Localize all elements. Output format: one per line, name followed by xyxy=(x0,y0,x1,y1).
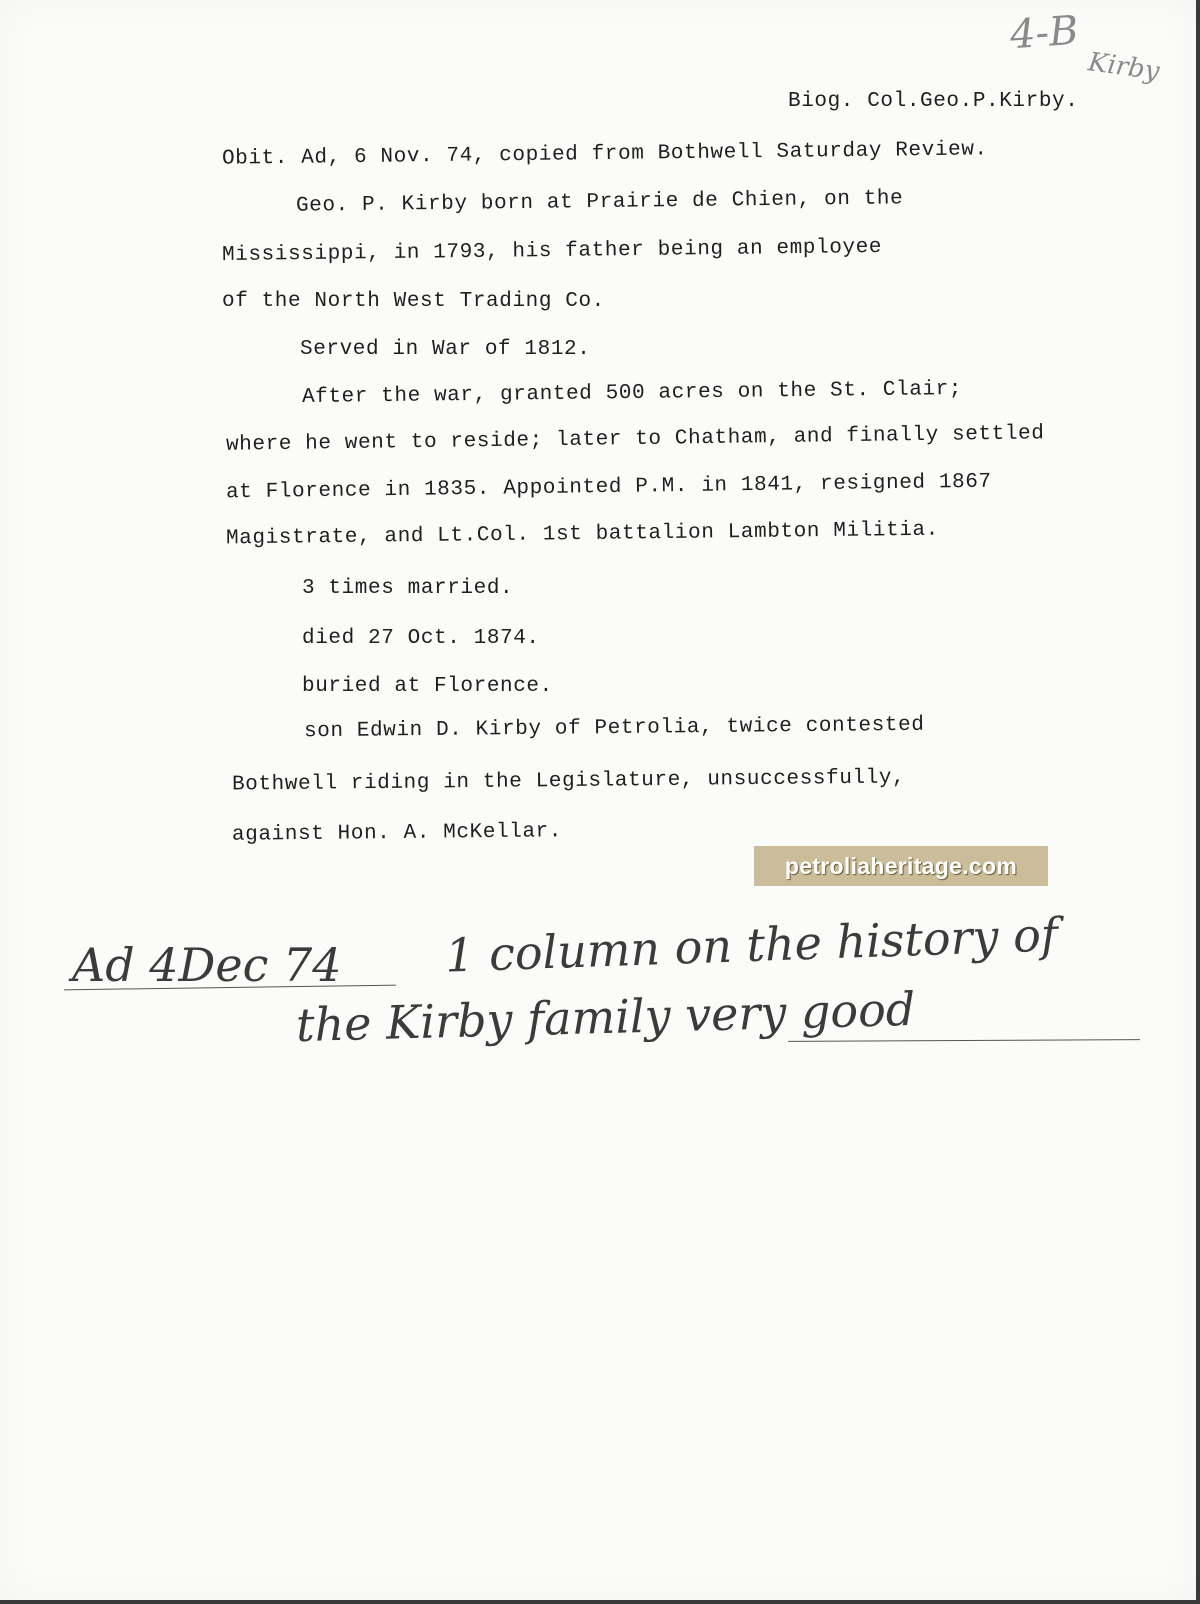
text-line: at Florence in 1835. Appointed P.M. in 1841, resigned 1867 xyxy=(225,470,992,505)
text-line: After the war, granted 500 acres on the St. Clair; xyxy=(301,377,963,410)
document-header: Biog. Col.Geo.P.Kirby. xyxy=(788,90,1079,113)
text-line: buried at Florence. xyxy=(302,675,553,698)
handwritten-name: Kirby xyxy=(1086,47,1162,87)
text-line: Obit. Ad, 6 Nov. 74, copied from Bothwell Saturday Review. xyxy=(221,138,988,171)
handwritten-underline xyxy=(788,1039,1140,1042)
text-line: where he went to reside; later to Chatham, and finally settled xyxy=(225,422,1045,457)
watermark-banner: petroliaheritage.com xyxy=(754,846,1048,886)
text-line: Served in War of 1812. xyxy=(300,338,591,361)
text-line: against Hon. A. McKellar. xyxy=(231,820,563,847)
text-line: of the North West Trading Co. xyxy=(222,290,605,313)
text-line: Bothwell riding in the Legislature, unsuccessfully, xyxy=(231,766,906,797)
handwritten-note-line: the Kirby family very good xyxy=(295,981,916,1053)
text-line: son Edwin D. Kirby of Petrolia, twice contested xyxy=(303,713,925,744)
text-line: died 27 Oct. 1874. xyxy=(302,627,540,650)
text-line: Magistrate, and Lt.Col. 1st battalion Lambton Militia. xyxy=(225,518,940,551)
handwritten-note-line: 1 column on the history of xyxy=(444,907,1059,983)
handwritten-page-number: 4-B xyxy=(1008,7,1080,59)
text-line: Geo. P. Kirby born at Prairie de Chien, on the xyxy=(295,187,904,218)
text-line: Mississippi, in 1793, his father being an employee xyxy=(221,235,883,268)
text-line: 3 times married. xyxy=(302,577,514,600)
handwritten-note-date: Ad 4Dec 74 xyxy=(72,938,342,992)
